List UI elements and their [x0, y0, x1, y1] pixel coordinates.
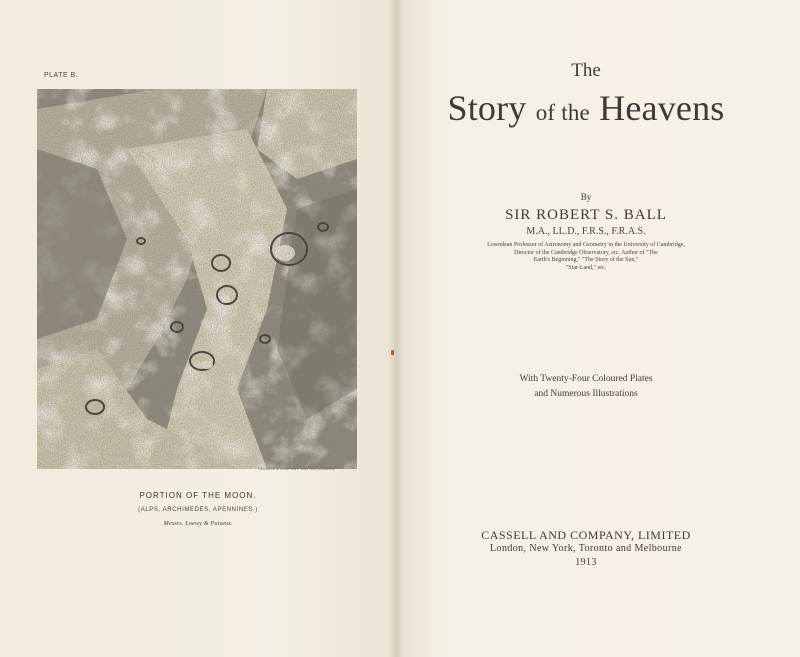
by-line: By — [580, 192, 592, 202]
moon-surface-illustration — [37, 89, 357, 469]
title-of-the: of the — [535, 100, 590, 125]
publication-year: 1913 — [575, 557, 597, 568]
illustrations-note-line: With Twenty-Four Coloured Plates — [519, 374, 653, 384]
moon-plate-image — [37, 89, 357, 469]
author-name: SIR ROBERT S. BALL — [505, 207, 667, 223]
publisher-cities: London, New York, Toronto and Melbourne — [490, 543, 682, 554]
plate-printer-credit: CASSELL & COMPANY, LIMITED, LONDON. — [258, 467, 336, 471]
author-bio-line: Lowndean Professor of Astronomy and Geometry in the University of Cambridge, — [487, 242, 685, 248]
publisher-name: CASSELL AND COMPANY, LIMITED — [481, 528, 691, 542]
illustrations-note — [396, 372, 776, 402]
plate-caption-credit: Messrs. Loewy & Puiseux. — [163, 520, 233, 527]
title-article: The — [571, 60, 601, 81]
book-title — [396, 87, 776, 129]
title-story: Story — [447, 88, 527, 128]
author-bio-line: Director of the Cambridge Observatory, etc. Author of "The — [514, 249, 658, 256]
page-mark — [391, 350, 394, 355]
author-bio-line: Earth's Beginning," "The Story of the Sun," — [533, 257, 639, 263]
illustrations-note-line: and Numerous Illustrations — [534, 389, 638, 399]
title-heavens: Heavens — [599, 88, 725, 128]
plate-label: PLATE B. — [44, 72, 79, 79]
author-degrees: M.A., LL.D., F.R.S., F.R.A.S. — [526, 226, 646, 237]
plate-caption-subtitle: (ALPS, ARCHIMEDES, APENNINES.) — [138, 507, 258, 513]
plate-caption-title: PORTION OF THE MOON. — [139, 491, 257, 500]
author-bio-line: "Star-Land," etc. — [565, 264, 607, 271]
author-bio — [455, 242, 717, 272]
left-page — [0, 0, 396, 657]
